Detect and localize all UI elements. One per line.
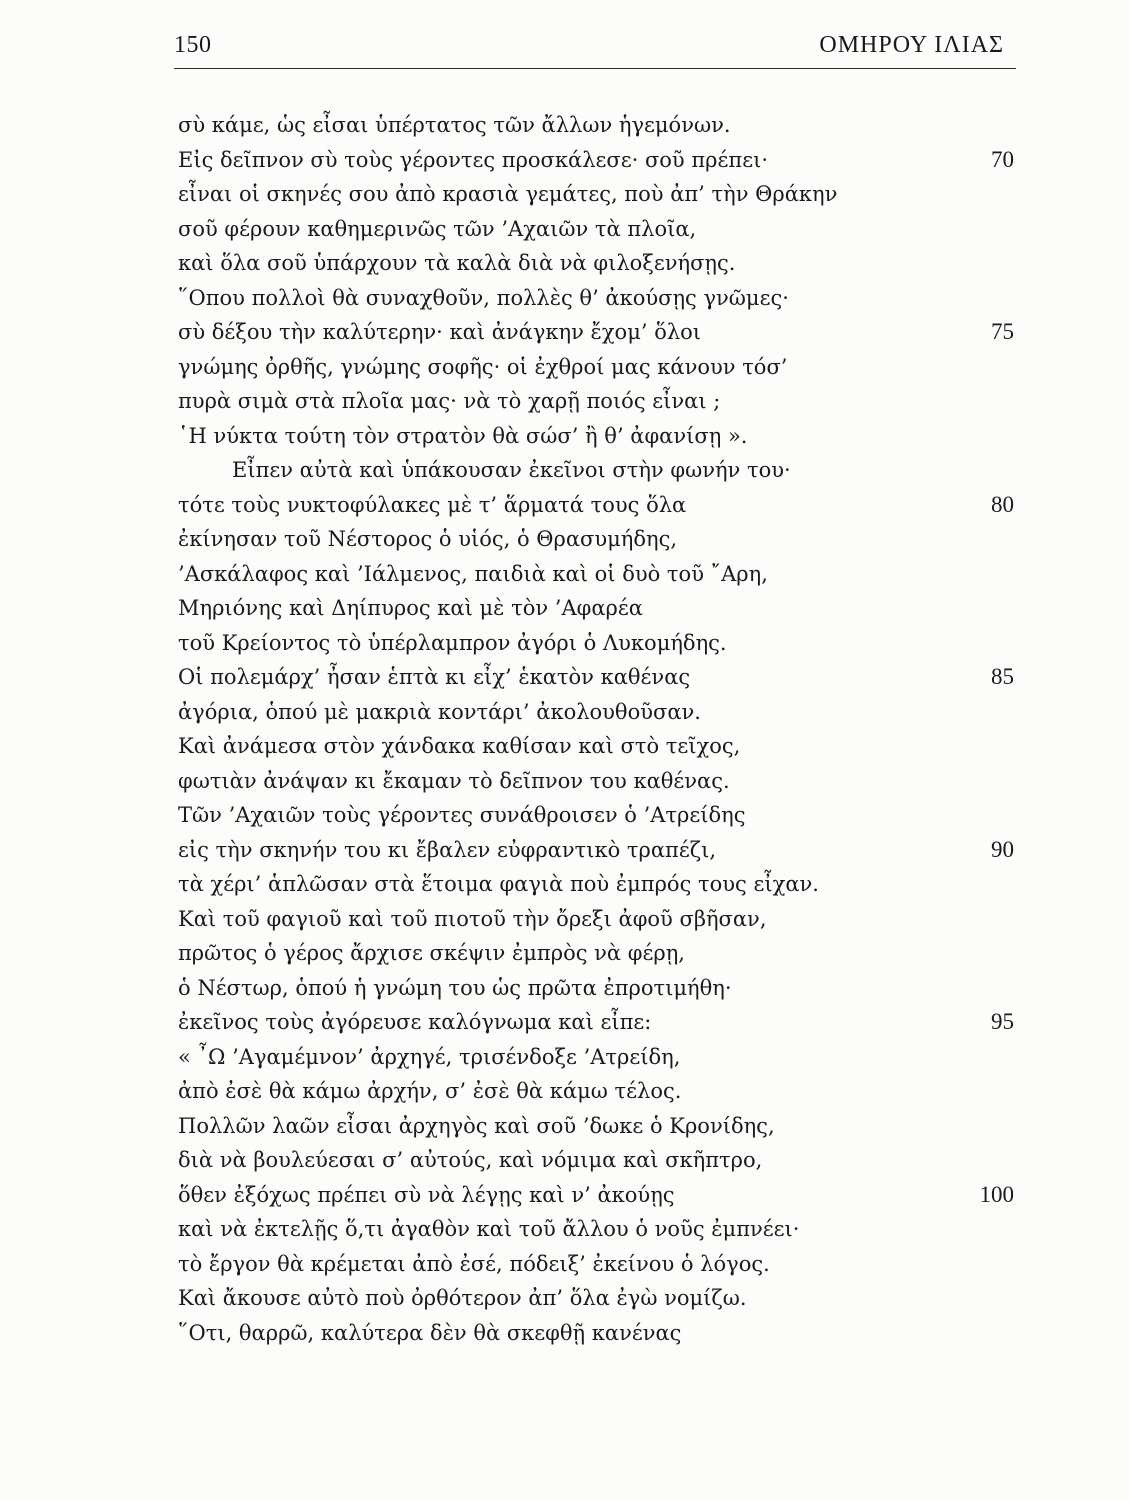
line-number: 90 xyxy=(991,836,1014,862)
verse-line xyxy=(178,660,1018,695)
line-number: 80 xyxy=(991,491,1014,517)
verse-line xyxy=(178,729,1018,764)
verse-line xyxy=(178,1143,1018,1178)
verse-text: τότε τοὺς νυκτοφύλακες μὲ τ’ ἅρματά τους ὅλα xyxy=(178,492,687,517)
verse-line xyxy=(178,936,1018,971)
verse-line xyxy=(178,1005,1018,1040)
verse-text: πρῶτος ὁ γέρος ἄρχισε σκέψιν ἐμπρὸς νὰ φέρῃ, xyxy=(178,941,685,965)
verse-line xyxy=(178,522,1018,557)
verse-text: ῾Η νύκτα τούτη τὸν στρατὸν θὰ σώσ’ ἢ θ’ ἀφανίσῃ ». xyxy=(178,423,748,448)
verse-line xyxy=(178,1281,1018,1316)
line-number: 100 xyxy=(979,1181,1014,1207)
verse-text: ῞Οτι, θαρρῶ, καλύτερα δὲν θὰ σκεφθῇ κανένας xyxy=(178,1320,682,1345)
line-number: 70 xyxy=(991,146,1014,172)
verse-line xyxy=(178,1074,1018,1109)
verse-line xyxy=(178,626,1018,661)
verse-line xyxy=(178,1316,1018,1351)
verse-text: Πολλῶν λαῶν εἶσαι ἀρχηγὸς καὶ σοῦ ’δωκε ὁ Κρονίδης, xyxy=(178,1113,775,1138)
verse-text: Οἱ πολεμάρχ’ ἦσαν ἑπτὰ κι εἶχ’ ἑκατὸν καθένας xyxy=(178,665,691,689)
verse-text: Εἶπεν αὐτὰ καὶ ὑπάκουσαν ἐκεῖνοι στὴν φωνήν του· xyxy=(232,458,791,482)
verse-line xyxy=(178,350,1018,385)
verse-block xyxy=(178,108,1018,1350)
verse-text: Εἰς δεῖπνον σὺ τοὺς γέροντες προσκάλεσε· σοῦ πρέπει· xyxy=(178,147,768,172)
verse-line xyxy=(178,384,1018,419)
verse-line xyxy=(178,315,1018,350)
verse-text: « ῏Ω ’Αγαμέμνον’ ἀρχηγέ, τρισένδοξε ’Ατρείδη, xyxy=(178,1044,681,1069)
verse-line xyxy=(178,833,1018,868)
verse-text: ῞Οπου πολλοὶ θὰ συναχθοῦν, πολλὲς θ’ ἀκούσῃς γνῶμες· xyxy=(178,285,789,310)
header-rule xyxy=(174,68,1016,69)
verse-line xyxy=(178,557,1018,592)
verse-line xyxy=(178,453,1018,488)
verse-text: ἐκεῖνος τοὺς ἀγόρευσε καλόγνωμα καὶ εἶπε: xyxy=(178,1010,652,1034)
verse-text: ἐκίνησαν τοῦ Νέστορος ὁ υἱός, ὁ Θρασυμήδης, xyxy=(178,527,678,551)
verse-text: Τῶν ’Αχαιῶν τοὺς γέροντες συνάθροισεν ὁ ’Ατρείδης xyxy=(178,803,746,827)
verse-line xyxy=(178,971,1018,1006)
verse-line xyxy=(178,212,1018,247)
verse-line xyxy=(178,488,1018,523)
verse-text: Καὶ ἀνάμεσα στὸν χάνδακα καθίσαν καὶ στὸ τεῖχος, xyxy=(178,734,741,758)
verse-text: εἰς τὴν σκηνήν του κι ἔβαλεν εὐφραντικὸ τραπέζι, xyxy=(178,837,717,862)
verse-line xyxy=(178,902,1018,937)
page-header xyxy=(174,28,1004,64)
verse-line xyxy=(178,108,1018,143)
verse-line xyxy=(178,1212,1018,1247)
verse-line xyxy=(178,798,1018,833)
verse-text: τὸ ἔργον θὰ κρέμεται ἀπὸ ἐσέ, πόδειξ’ ἐκείνου ὁ λόγος. xyxy=(178,1251,770,1276)
verse-text: καὶ ὅλα σοῦ ὑπάρχουν τὰ καλὰ διὰ νὰ φιλοξενήσῃς. xyxy=(178,251,736,275)
verse-line xyxy=(178,1109,1018,1144)
verse-line xyxy=(178,764,1018,799)
verse-text: Καὶ ἄκουσε αὐτὸ ποὺ ὀρθότερον ἀπ’ ὅλα ἐγὼ νομίζω. xyxy=(178,1286,747,1310)
verse-text: τὰ χέρι’ ἁπλῶσαν στὰ ἕτοιμα φαγιὰ ποὺ ἐμπρός τους εἶχαν. xyxy=(178,872,819,896)
verse-text: ὅθεν ἐξόχως πρέπει σὺ νὰ λέγῃς καὶ ν’ ἀκούῃς xyxy=(178,1182,675,1207)
verse-text: εἶναι οἱ σκηνές σου ἀπὸ κρασιὰ γεμάτες, ποὺ ἀπ’ τὴν Θράκην xyxy=(178,182,838,206)
verse-text: Καὶ τοῦ φαγιοῦ καὶ τοῦ πιοτοῦ τὴν ὄρεξι ἀφοῦ σβῆσαν, xyxy=(178,906,767,931)
line-number: 95 xyxy=(991,1009,1014,1034)
page-number: 150 xyxy=(174,32,212,58)
verse-text: ὁ Νέστωρ, ὁπού ἡ γνώμη του ὡς πρῶτα ἐπροτιμήθη· xyxy=(178,975,732,1000)
verse-text: σὺ δέξου τὴν καλύτερην· καὶ ἀνάγκην ἔχομ’ ὅλοι xyxy=(178,320,702,344)
verse-text: τοῦ Κρείοντος τὸ ὑπέρλαμπρον ἀγόρι ὁ Λυκομήδης. xyxy=(178,630,727,655)
verse-text: σοῦ φέρουν καθημερινῶς τῶν ’Αχαιῶν τὰ πλοῖα, xyxy=(178,216,697,241)
verse-line xyxy=(178,281,1018,316)
running-head: ΟΜΗΡΟΥ ΙΛΙΑΣ xyxy=(819,32,1004,58)
verse-line xyxy=(178,1247,1018,1282)
verse-line xyxy=(178,246,1018,281)
line-number: 85 xyxy=(991,664,1014,689)
verse-text: φωτιὰν ἀνάψαν κι ἔκαμαν τὸ δεῖπνον του καθένας. xyxy=(178,768,730,793)
verse-text: πυρὰ σιμὰ στὰ πλοῖα μας· νὰ τὸ χαρῇ ποιός εἶναι ; xyxy=(178,389,721,413)
verse-text: σὺ κάμε, ὡς εἶσαι ὑπέρτατος τῶν ἄλλων ἡγεμόνων. xyxy=(178,113,731,137)
verse-line xyxy=(178,695,1018,730)
verse-line xyxy=(178,867,1018,902)
verse-text: ’Ασκάλαφος καὶ ’Ιάλμενος, παιδιὰ καὶ οἱ δυὸ τοῦ ῎Αρη, xyxy=(178,561,768,586)
verse-line xyxy=(178,419,1018,454)
verse-text: γνώμης ὀρθῆς, γνώμης σοφῆς· οἱ ἐχθροί μας κάνουν τόσ’ xyxy=(178,354,788,379)
verse-text: καὶ νὰ ἐκτελῇς ὅ,τι ἀγαθὸν καὶ τοῦ ἄλλου ὁ νοῦς ἐμπνέει· xyxy=(178,1217,800,1241)
verse-text: Μηριόνης καὶ Δηίπυρος καὶ μὲ τὸν ’Αφαρέα xyxy=(178,596,643,620)
verse-line xyxy=(178,1040,1018,1075)
verse-line xyxy=(178,143,1018,178)
verse-text: ἀγόρια, ὁπού μὲ μακριὰ κοντάρι’ ἀκολουθοῦσαν. xyxy=(178,699,701,724)
line-number: 75 xyxy=(991,319,1014,344)
verse-text: ἀπὸ ἐσὲ θὰ κάμω ἀρχήν, σ’ ἐσὲ θὰ κάμω τέλος. xyxy=(178,1079,682,1103)
verse-line xyxy=(178,1178,1018,1213)
verse-text: διὰ νὰ βουλεύεσαι σ’ αὐτούς, καὶ νόμιμα καὶ σκῆπτρο, xyxy=(178,1148,763,1172)
verse-line xyxy=(178,591,1018,626)
verse-line xyxy=(178,177,1018,212)
